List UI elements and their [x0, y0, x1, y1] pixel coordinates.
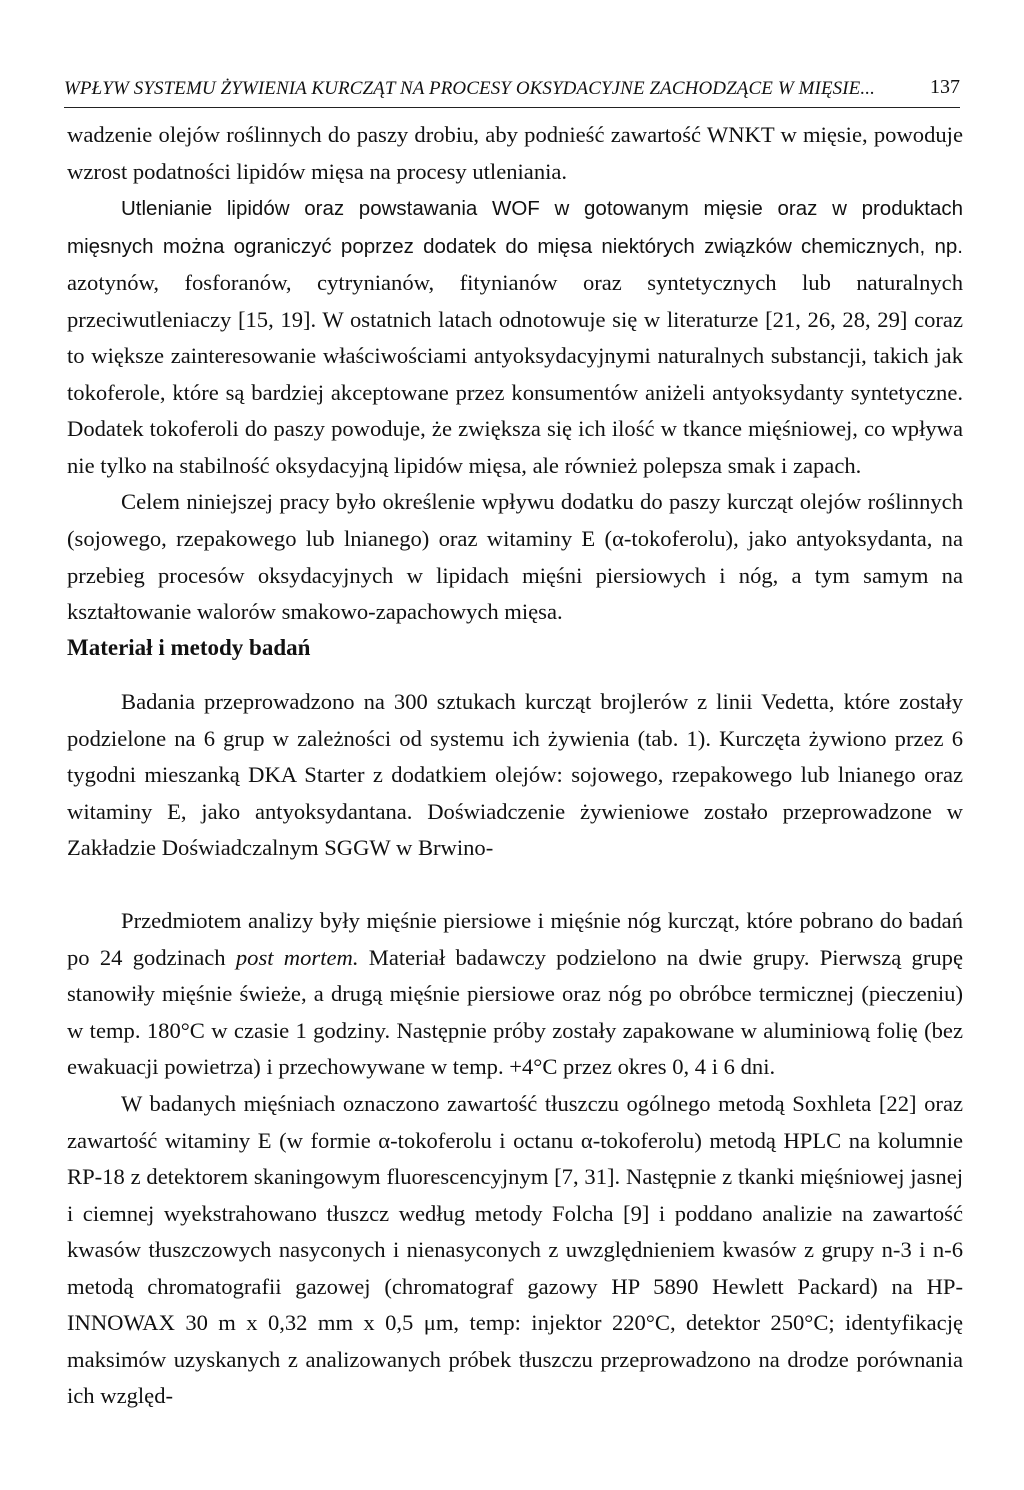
paragraph-samples-part2: Materiał badawczy podzielono na dwie grupy. Pierwszą grupę stanowiły mięśnie świeże, a drugą mięśnie piersiowe oraz nóg po obróbce termicznej (pieczeniu) w temp. 180°C w czasie 1 godziny. Następnie próby zostały zapakowane w aluminiową folię (bez ewakuacji powietrza) i przechowywane w temp. +4°C przez okres 0, 4 i 6 dni.: [67, 944, 963, 1080]
paragraph-samples-part1: Przedmiotem analizy były mięśnie piersiowe i mięśnie nóg kurcząt, które pobrano do badań po 24 godzinach: [67, 908, 963, 970]
methods-text-block: [67, 684, 963, 1415]
paragraph-serif-segment: azotynów, fosforanów, cytrynianów, fitynianów oraz syntetycznych lub naturalnych przeciwutleniaczy [15, 19]. W ostatnich latach odnotowuje się w literaturze [21, 26, 28, 29] coraz to większe zainteresowanie właściwościami antyoksydacyjnymi naturalnych substancji, takich jak tokoferole, które są bardziej akceptowane przez konsumentów aniżeli antyoksydanty syntetyczne. Dodatek tokoferoli do paszy powoduje, że zwiększa się ich ilość w tkance mięśniowej, co wpływa nie tylko na stabilność oksydacyjną lipidów mięsa, ale również polepsza smak i zapach.: [67, 270, 963, 478]
blank-line: [67, 867, 963, 904]
paragraph-samples: [67, 903, 963, 1086]
paragraph-lipid-oxidation: [67, 190, 963, 484]
paragraph-aim: Celem niniejszej pracy było określenie wpływu dodatku do paszy kurcząt olejów roślinnych (sojowego, rzepakowego lub lnianego) oraz witaminy E (α-tokoferolu), jako antyoksydanta, na przebieg procesów oksydacyjnych w lipidach mięśni piersiowych i nóg, a tym samym na kształtowanie walorów smakowo-zapachowych mięsa.: [67, 489, 963, 625]
post-mortem-italic: post mortem.: [235, 944, 359, 970]
paragraph-material: Badania przeprowadzono na 300 sztukach kurcząt brojlerów z linii Vedetta, które zostały podzielone na 6 grup w zależności od systemu ich żywienia (tab. 1). Kurczęta żywiono przez 6 tygodni mieszanką DKA Starter z dodatkiem olejów: sojowego, rzepakowego lub lnianego oraz witaminy E, jako antyoksydantana. Doświadczenie żywieniowe zostało przeprowadzone w Zakładzie Doświadczalnym SGGW w Brwino-: [67, 689, 963, 861]
paragraph-sans-segment: Utlenianie lipidów oraz powstawania WOF w gotowanym mięsie oraz w produktach mięsnych można ograniczyć poprzez dodatek do mięsa niektórych związków chemicznych, np.: [67, 197, 963, 258]
intro-text-block: [67, 117, 963, 631]
paragraph-analysis: W badanych mięśniach oznaczono zawartość tłuszczu ogólnego metodą Soxhleta [22] oraz zawartość witaminy E (w formie α-tokoferolu i octanu α-tokoferolu) metodą HPLC na kolumnie RP-18 z detektorem skaningowym fluorescencyjnym [7, 31]. Następnie z tkanki mięśniowej jasnej i ciemnej wyekstrahowano tłuszcz według metody Folcha [9] i poddano analizie na zawartość kwasów tłuszczowych nasyconych i nienasyconych z uwzględnieniem kwasów z grupy n-3 i n-6 metodą chromatografii gazowej (chromatograf gazowy HP 5890 Hewlett Packard) na HP-INNOWAX 30 m x 0,32 mm x 0,5 μm, temp: injektor 220°C, detektor 250°C; identyfikację maksimów uzyskanych z analizowanych próbek tłuszczu przeprowadzono na drodze porównania ich względ-: [67, 1091, 963, 1409]
running-header: [64, 74, 960, 108]
section-heading: Materiał i metody badań: [67, 635, 311, 660]
paragraph-continuation: wadzenie olejów roślinnych do paszy drobiu, aby podnieść zawartość WNKT w mięsie, powoduje wzrost podatności lipidów mięsa na procesy utleniania.: [67, 122, 963, 184]
running-title: WPŁYW SYSTEMU ŻYWIENIA KURCZĄT NA PROCESY OKSYDACYJNE ZACHODZĄCE W MIĘSIE...: [64, 78, 875, 99]
page-number: 137: [930, 76, 960, 98]
